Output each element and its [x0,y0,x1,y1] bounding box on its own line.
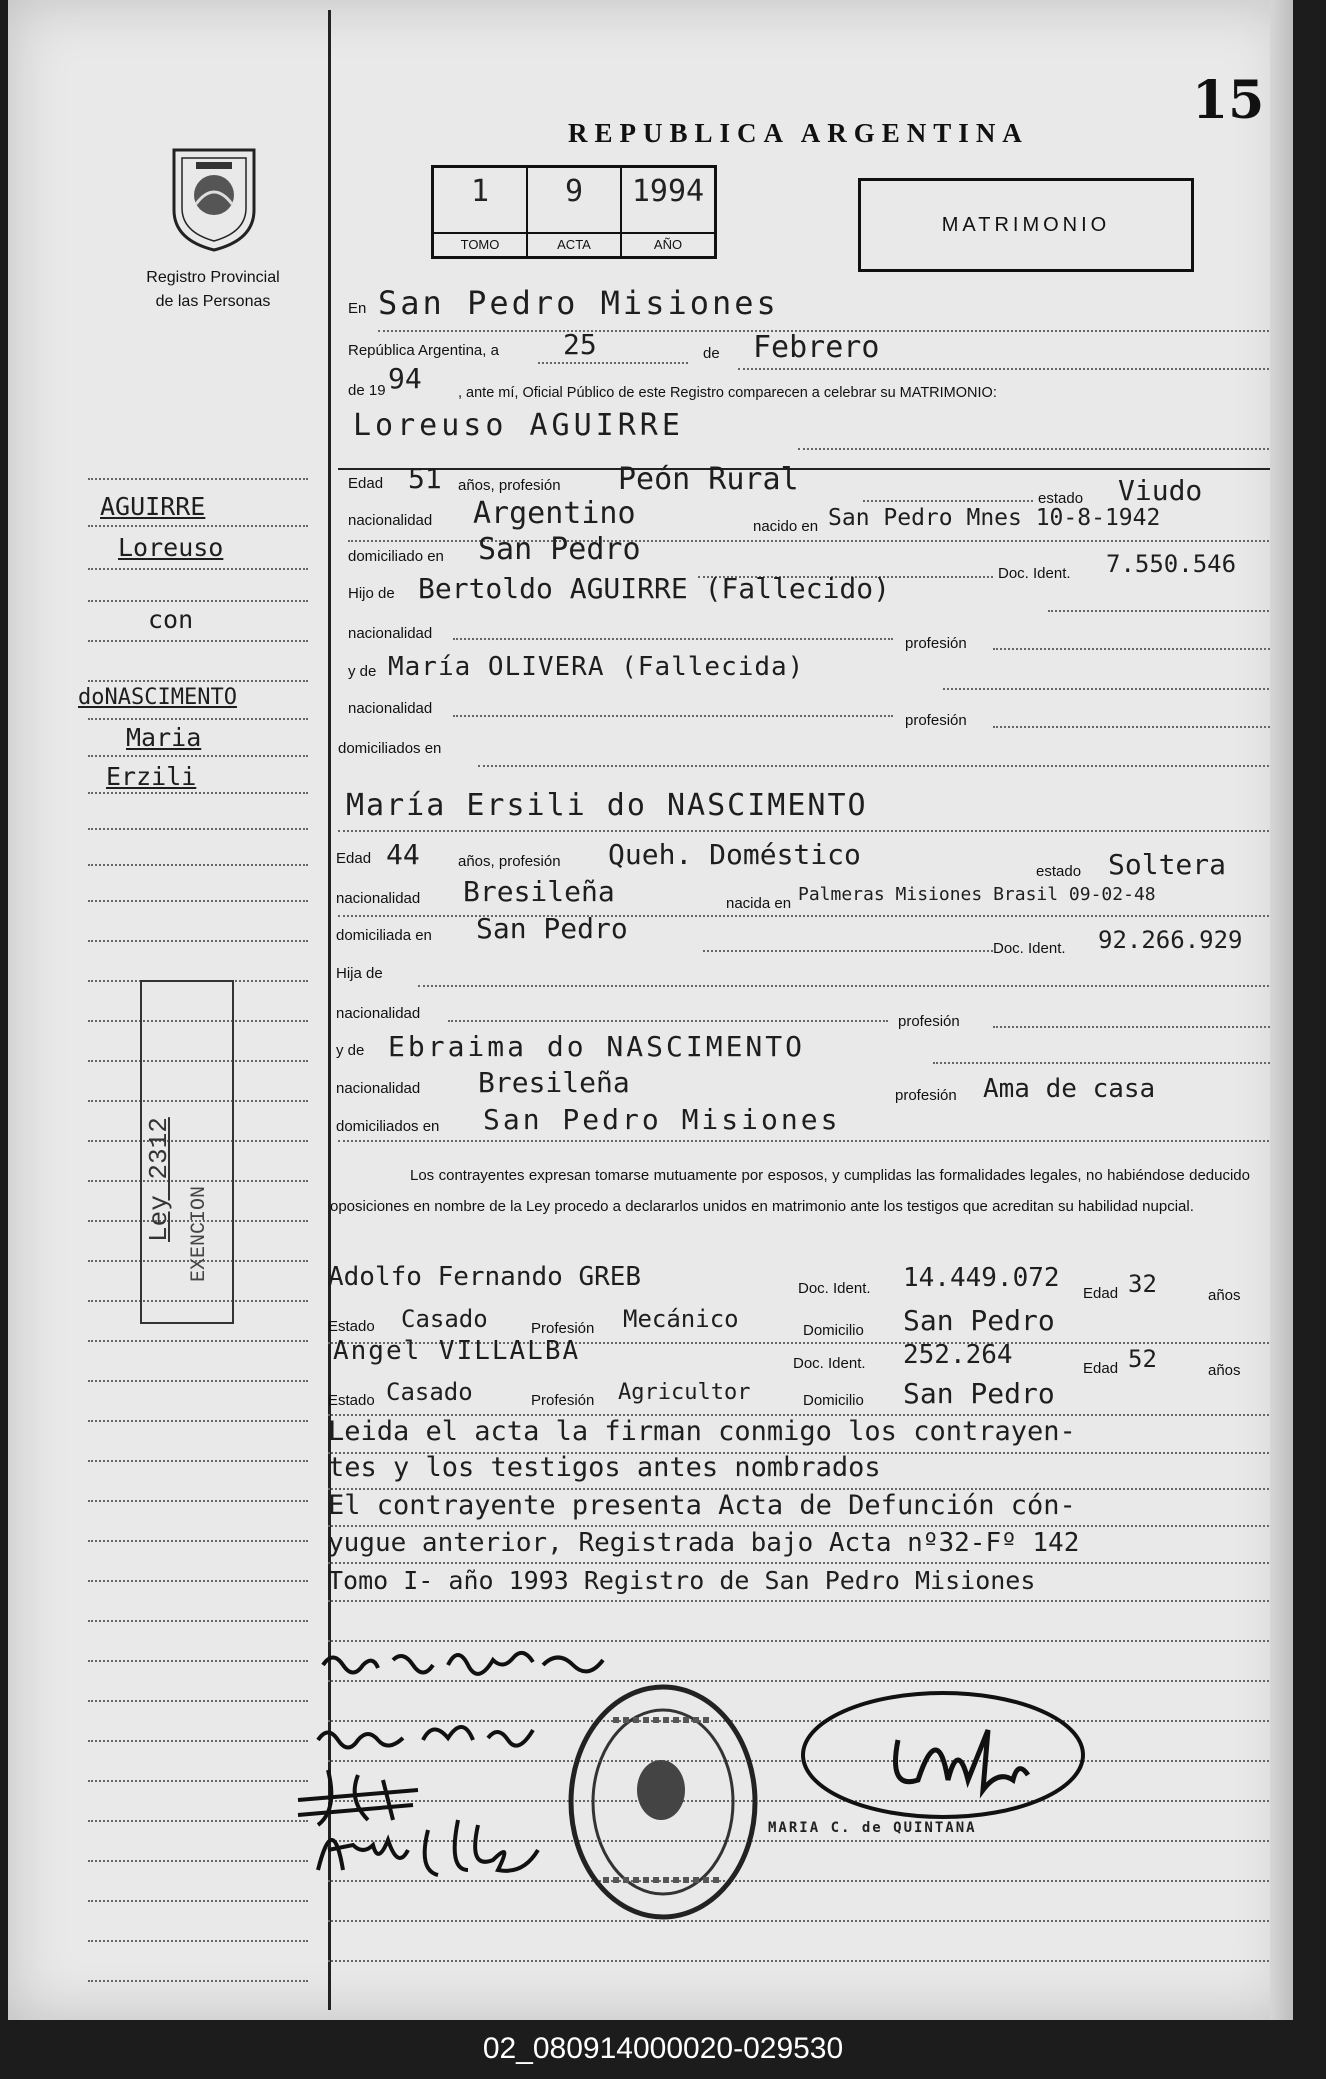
act-place: San Pedro Misiones [378,284,779,322]
margin-line [88,718,308,720]
father-profesion-label: profesión [905,635,967,652]
margin-bride-given: Maria [126,723,202,752]
de-label: de [703,345,720,362]
official-seal-stamp-icon [563,1680,763,1925]
margin-line [88,1620,308,1622]
rule [993,648,1273,650]
rule [328,1960,1273,1962]
margin-line [88,755,308,757]
bride-parents-domicile: San Pedro Misiones [483,1103,841,1136]
margin-line [88,1700,308,1702]
witness1-estado-label: Estado [328,1318,375,1335]
margin-line [88,1500,308,1502]
rule [738,368,1273,370]
bride-mother-nationality: Bresileña [478,1066,630,1099]
bride-name: María Ersili do NASCIMENTO [346,788,868,823]
bride-mother: Ebraima do NASCIMENTO [388,1030,806,1063]
margin-line [88,1780,308,1782]
groom-name: Loreuso AGUIRRE [353,408,684,443]
witness1-status: Casado [401,1305,488,1333]
witness1-domicilio-label: Domicilio [803,1322,864,1339]
bride-nationality: Bresileña [463,875,615,908]
witness2-profession: Agricultor [618,1380,751,1405]
witness2-edad-label: Edad [1083,1360,1119,1377]
country-title: REPUBLICA ARGENTINA [568,118,1029,148]
bride-edad-label: Edad [336,850,372,867]
margin-line [88,828,308,830]
official-name-stamp: MARIA C. de QUINTANA [768,1820,977,1836]
rule [453,638,893,640]
ano-value: 1994 [631,174,705,209]
witness1-age: 32 [1128,1270,1157,1298]
margin-line [88,1740,308,1742]
bride-nacionalidad-label: nacionalidad [336,890,421,907]
rule [328,1600,1273,1602]
note-line-5: Tomo I- año 1993 Registro de San Pedro Misiones [328,1566,1036,1595]
margin-connector: con [148,605,194,634]
father-nationality-label: nacionalidad [348,625,433,642]
margin-line [88,792,308,794]
rule [1048,610,1273,612]
rule [798,448,1273,450]
margin-line [88,1940,308,1942]
right-margin-rule [1278,10,1281,2010]
witness2-signature-icon [308,1800,568,1890]
parents-domicile-label: domiciliados en [338,740,442,757]
witness1-profesion-label: Profesión [531,1320,595,1337]
margin-line [88,1900,308,1902]
note-line-3: El contrayente presenta Acta de Defunción cón- [328,1490,1076,1521]
bride-estado-label: estado [1036,863,1082,880]
comparecen-text: , ante mí, Oficial Público de este Registro comparecen a celebrar su MATRIMONIO: [458,385,997,401]
margin-line [88,1380,308,1382]
rule [338,1140,1273,1142]
record-index-box [431,165,717,259]
note-line-1: Leida el acta la firman conmigo los contrayen- [328,1416,1076,1447]
page-number: 15 [1192,70,1265,131]
rule [338,830,1273,832]
groom-mother: María OLIVERA (Fallecida) [388,652,805,682]
provincial-seal-icon [166,140,262,252]
rule [328,1562,1273,1564]
tomo-label: TOMO [434,232,526,256]
act-month: Febrero [753,330,880,365]
bride-age: 44 [386,838,420,871]
rule [453,715,893,717]
witness2-age: 52 [1128,1345,1157,1373]
ano-label: AÑO [622,232,714,256]
margin-bride-second: Erzili [106,762,197,791]
witness1-edad-label: Edad [1083,1285,1119,1302]
groom-profession: Peón Rural [618,462,799,497]
groom-section-rule [338,468,1273,470]
bride-father-profesion-label: profesión [898,1013,960,1030]
act-day: 25 [563,328,597,361]
groom-doc: 7.550.546 [1106,550,1237,578]
rule [328,1525,1273,1527]
witness1-profession: Mecánico [623,1305,739,1333]
witness1-doc-label: Doc. Ident. [798,1280,871,1297]
margin-line [88,1980,308,1982]
en-label: En [348,300,367,317]
witness2-profesion-label: Profesión [531,1392,595,1409]
groom-birth: San Pedro Mnes 10-8-1942 [828,505,1161,531]
bride-domiciliada-label: domiciliada en [336,927,432,944]
witness2-estado-label: Estado [328,1392,375,1409]
hija-de-label: Hija de [336,965,383,982]
groom-age: 51 [408,462,442,495]
witness2-doc: 252.264 [903,1340,1013,1370]
bride-birth: Palmeras Misiones Brasil 09-02-48 [798,884,1156,905]
witness2-name: Angel VILLALBA [333,1336,581,1366]
bride-parents-domicile-label: domiciliados en [336,1118,440,1135]
hijo-de-label: Hijo de [348,585,395,602]
margin-line [88,1820,308,1822]
groom-nacido-label: nacido en [753,518,819,535]
stamp-law-text: Ley 2312 [144,1117,174,1242]
rule [478,765,1273,767]
witness2-anos-label: años [1208,1362,1241,1379]
margin-line [88,940,308,942]
bride-mother-nationality-label: nacionalidad [336,1080,421,1097]
margin-line [88,478,308,480]
witness2-domicile: San Pedro [903,1377,1055,1410]
year-prefix-label: de 19 [348,382,386,399]
margin-line [88,568,308,570]
act-year: 94 [388,362,422,395]
rule [328,1920,1273,1922]
margin-line [88,1460,308,1462]
record-type-box: MATRIMONIO [858,178,1194,272]
official-signature-icon [798,1680,1098,1830]
groom-profesion-label: años, profesión [458,477,561,494]
bride-doc: 92.266.929 [1098,926,1243,954]
margin-line [88,1420,308,1422]
document-page [8,0,1293,2020]
groom-father: Bertoldo AGUIRRE (Fallecido) [418,572,891,605]
margin-line [88,1660,308,1662]
witness1-doc: 14.449.072 [903,1263,1060,1293]
groom-nationality: Argentino [473,496,636,531]
groom-edad-label: Edad [348,475,384,492]
margin-line [88,900,308,902]
margin-line [88,1540,308,1542]
tomo-value: 1 [470,174,490,209]
bride-profesion-label: años, profesión [458,853,561,870]
bride-profession: Queh. Doméstico [608,838,861,871]
mother-nationality-label: nacionalidad [348,700,433,717]
margin-line [88,1340,308,1342]
file-caption: 02_080914000020-029530 [482,2032,844,2065]
rule [418,985,1273,987]
rule [943,688,1273,690]
groom-status: Viudo [1118,474,1203,507]
groom-domicile: San Pedro [478,532,641,567]
acta-label: ACTA [528,232,620,256]
rule [993,726,1273,728]
ano-cell [622,168,714,256]
margin-groom-surname: AGUIRRE [100,492,206,521]
bride-nacida-label: nacida en [726,895,792,912]
note-line-2: tes y los testigos antes nombrados [328,1452,881,1483]
mother-profesion-label: profesión [905,712,967,729]
margin-bride-surname: doNASCIMENTO [78,685,237,710]
witness1-name: Adolfo Fernando GREB [328,1262,642,1292]
margin-line [88,680,308,682]
bride-mother-profesion-label: profesión [895,1087,957,1104]
groom-domiciliado-label: domiciliado en [348,548,444,565]
rule [933,1062,1273,1064]
republica-label: República Argentina, a [348,342,499,359]
bride-status: Soltera [1108,848,1227,881]
bride-y-de-label: y de [336,1042,365,1059]
note-line-4: yugue anterior, Registrada bajo Acta nº32-Fº 142 [328,1528,1080,1558]
acta-value: 9 [564,174,584,209]
rule [538,362,688,364]
bride-domicile: San Pedro [476,912,628,945]
witness2-status: Casado [386,1378,473,1406]
acta-cell [528,168,622,256]
y-de-label: y de [348,663,377,680]
witness2-domicilio-label: Domicilio [803,1392,864,1409]
margin-groom-given: Loreuso [118,533,224,562]
bride-signature-icon [313,1700,563,1760]
margin-line [88,525,308,527]
declaration-text: Los contrayentes expresan tomarse mutuamente por esposos, y cumplidas las formalidades legales, no habiéndose deducido oposiciones en nombre de la Ley procedo a declararlos unidos en matrimonio ante los testigos que acreditan su habilidad nupcial. [330,1167,1250,1215]
rule [863,500,1033,502]
bride-doc-label: Doc. Ident. [993,940,1066,957]
rule [703,950,993,952]
groom-doc-label: Doc. Ident. [998,565,1071,582]
groom-estado-label: estado [1038,490,1084,507]
margin-line [88,640,308,642]
stamp-exemption-text: EXENCION [188,1185,211,1282]
rule [448,1020,888,1022]
exemption-stamp [140,980,234,1324]
rule [993,1026,1273,1028]
registry-name [108,266,318,314]
margin-line [88,864,308,866]
tomo-cell [434,168,528,256]
registry-line-1: Registro Provincial [146,269,280,286]
bride-mother-profession: Ama de casa [983,1074,1156,1104]
groom-nacionalidad-label: nacionalidad [348,512,433,529]
margin-line [88,600,308,602]
witness2-doc-label: Doc. Ident. [793,1355,866,1372]
bride-father-nationality-label: nacionalidad [336,1005,421,1022]
margin-line [88,1580,308,1582]
witness1-domicile: San Pedro [903,1304,1055,1337]
margin-line [88,1860,308,1862]
registry-line-2: de las Personas [155,293,271,310]
witness1-anos-label: años [1208,1287,1241,1304]
